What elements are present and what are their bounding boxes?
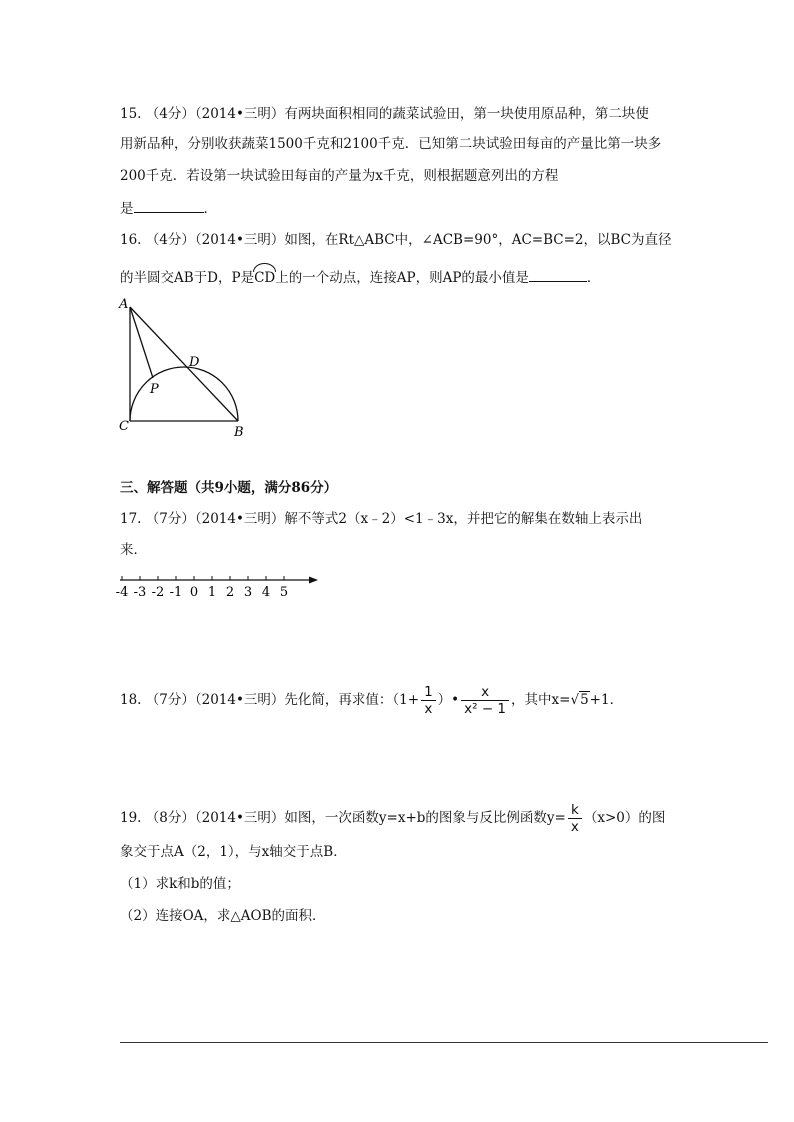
- number-line-tick-label: 2: [225, 585, 235, 600]
- sqrt-sign: √: [570, 692, 580, 708]
- q17-number-line: [116, 570, 326, 600]
- q16-answer-blank[interactable]: [529, 267, 587, 282]
- number-line-arrow: [309, 577, 318, 584]
- number-line-tick-label: 0: [189, 585, 199, 600]
- q17-line-1: 17. （7分）（2014•三明）解不等式2（x﹣2）<1﹣3x，并把它的解集在数轴上表示出: [120, 511, 643, 527]
- label-a: A: [119, 297, 129, 312]
- q18-sqrt-value: 5: [580, 692, 589, 708]
- q19-line-1: [120, 802, 665, 835]
- q15-line-4: [120, 198, 217, 219]
- q18-frac1-numerator: 1: [421, 684, 436, 701]
- q16-line-2-end: ．: [586, 270, 601, 286]
- number-line-tick-label: 5: [279, 585, 289, 600]
- q19-part-1: （1）求k和b的值；: [120, 876, 240, 892]
- q17-line-2: 来．: [120, 542, 147, 558]
- number-line-tick-label: -3: [133, 585, 147, 600]
- label-b: B: [234, 425, 244, 440]
- label-c: C: [119, 419, 129, 434]
- number-line-tick-label: -1: [169, 585, 183, 600]
- q18-fraction-1: [421, 684, 436, 717]
- q15-line-1: 15. （4分）（2014•三明）有两块面积相同的蔬菜试验田，第一块使用原品种，第二块使: [120, 106, 649, 122]
- q15-answer-prefix: 是: [120, 201, 134, 217]
- number-line-tick-label: -4: [116, 585, 129, 600]
- q19-part-2: （2）连接OA，求△AOB的面积．: [120, 908, 326, 924]
- q18-frac2-denominator: x² − 1: [464, 701, 507, 717]
- q18-tail-2: +1．: [589, 692, 624, 708]
- q16-line-2-b: 上的一个动点，连接AP，则AP的最小值是: [275, 270, 529, 286]
- q16-geometry-figure: [110, 290, 260, 445]
- q16-arc-cd: CD: [254, 266, 275, 288]
- q19-prefix: 19. （8分）（2014•三明）如图，一次函数y=x+b的图象与反比例函数y=: [120, 810, 566, 826]
- q16-line-1: 16. （4分）（2014•三明）如图，在Rt△ABC中，∠ACB=90°，AC=BC=2，以BC为直径: [120, 232, 672, 248]
- q19-line-2: 象交于点A（2，1），与x轴交于点B．: [120, 844, 347, 860]
- q15-answer-blank[interactable]: [134, 198, 204, 213]
- q15-line-2: 用新品种，分别收获蔬菜1500千克和2100千克．已知第二块试验田每亩的产量比第一块多: [120, 136, 662, 152]
- q18-prefix: 18. （7分）（2014•三明）先化简，再求值：（1+: [120, 692, 420, 708]
- q15-answer-suffix: ．: [203, 201, 217, 217]
- q18-line: [120, 684, 623, 717]
- q15-line-3: 200千克．若设第一块试验田每亩的产量为x千克，则根据题意列出的方程: [120, 168, 559, 184]
- number-line-tick-label: 1: [207, 585, 217, 600]
- q16-line-2: [120, 266, 600, 288]
- semicircle-bc: [130, 367, 238, 421]
- segment-ap: [130, 307, 153, 378]
- q19-fraction: [568, 802, 582, 835]
- q19-frac-denominator: x: [570, 819, 579, 835]
- label-d: D: [189, 355, 200, 370]
- q18-fraction-2: [461, 684, 509, 717]
- footer-rule: [120, 1042, 768, 1043]
- number-line-tick-label: 3: [243, 585, 253, 600]
- q19-suffix: （x>0）的图: [583, 810, 666, 826]
- q18-mid: ）•: [437, 692, 460, 708]
- q18-frac1-denominator: x: [424, 701, 433, 717]
- number-line-tick-label: 4: [261, 585, 271, 600]
- q18-frac2-numerator: x: [461, 684, 509, 701]
- q18-tail-1: ，其中x=: [511, 692, 571, 708]
- section-3-heading: 三、解答题（共9小题，满分86分）: [120, 480, 338, 496]
- q19-frac-numerator: k: [568, 802, 582, 819]
- segment-ab: [130, 307, 238, 421]
- number-line-tick-label: -2: [151, 585, 165, 600]
- q16-line-2-a: 的半圆交AB于D，P是: [120, 270, 255, 286]
- label-p: P: [150, 382, 159, 397]
